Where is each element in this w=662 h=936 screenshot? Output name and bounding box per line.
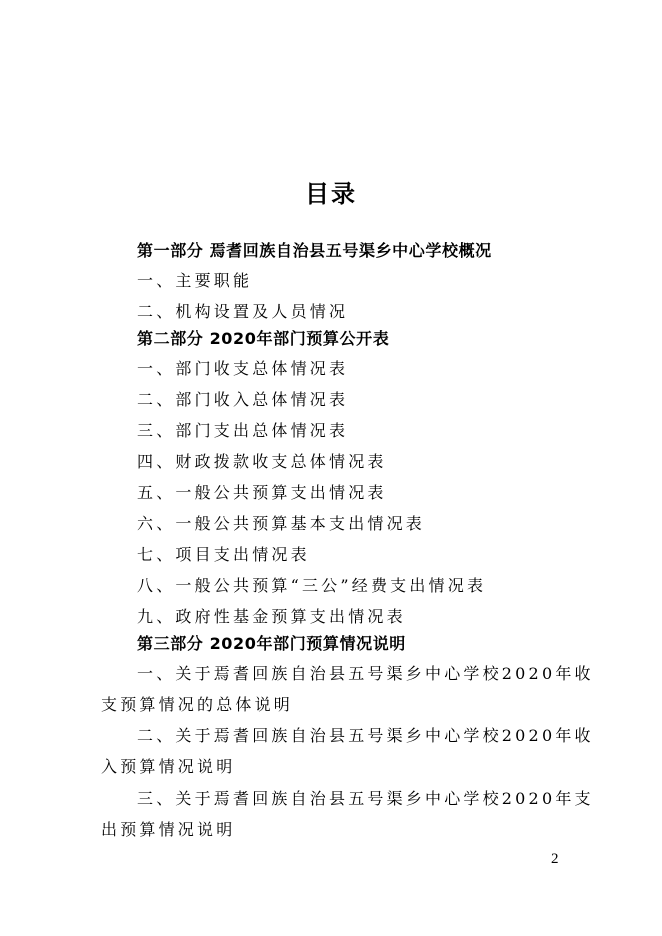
toc-item: 二、关于焉耆回族自治县五号渠乡中心学校2020年收 xyxy=(137,726,594,745)
toc-item: 六、一般公共预算基本支出情况表 xyxy=(137,514,426,533)
toc-item: 二、部门收入总体情况表 xyxy=(137,390,349,409)
toc-item: 一、主要职能 xyxy=(137,271,253,290)
toc-item: 七、项目支出情况表 xyxy=(137,545,310,564)
toc-item: 二、机构设置及人员情况 xyxy=(137,302,349,321)
toc-item-continuation: 支预算情况的总体说明 xyxy=(101,695,294,714)
toc-item: 四、财政拨款收支总体情况表 xyxy=(137,452,387,471)
toc-item: 一、部门收支总体情况表 xyxy=(137,359,349,378)
toc-item: 八、一般公共预算“三公”经费支出情况表 xyxy=(137,576,487,595)
toc-item: 一、关于焉耆回族自治县五号渠乡中心学校2020年收 xyxy=(137,664,594,683)
toc-item-continuation: 出预算情况说明 xyxy=(101,820,236,839)
toc-title: 目录 xyxy=(305,180,357,208)
toc-item: 九、政府性基金预算支出情况表 xyxy=(137,607,406,626)
toc-item: 三、关于焉耆回族自治县五号渠乡中心学校2020年支 xyxy=(137,789,594,808)
toc-item: 三、部门支出总体情况表 xyxy=(137,421,349,440)
toc-item-continuation: 入预算情况说明 xyxy=(101,757,236,776)
toc-part1-heading: 第一部分 焉耆回族自治县五号渠乡中心学校概况 xyxy=(137,241,492,260)
toc-item: 五、一般公共预算支出情况表 xyxy=(137,483,387,502)
page-number: 2 xyxy=(551,851,559,867)
toc-part3-heading: 第三部分 2020年部门预算情况说明 xyxy=(137,634,406,653)
toc-part2-heading: 第二部分 2020年部门预算公开表 xyxy=(137,329,390,348)
